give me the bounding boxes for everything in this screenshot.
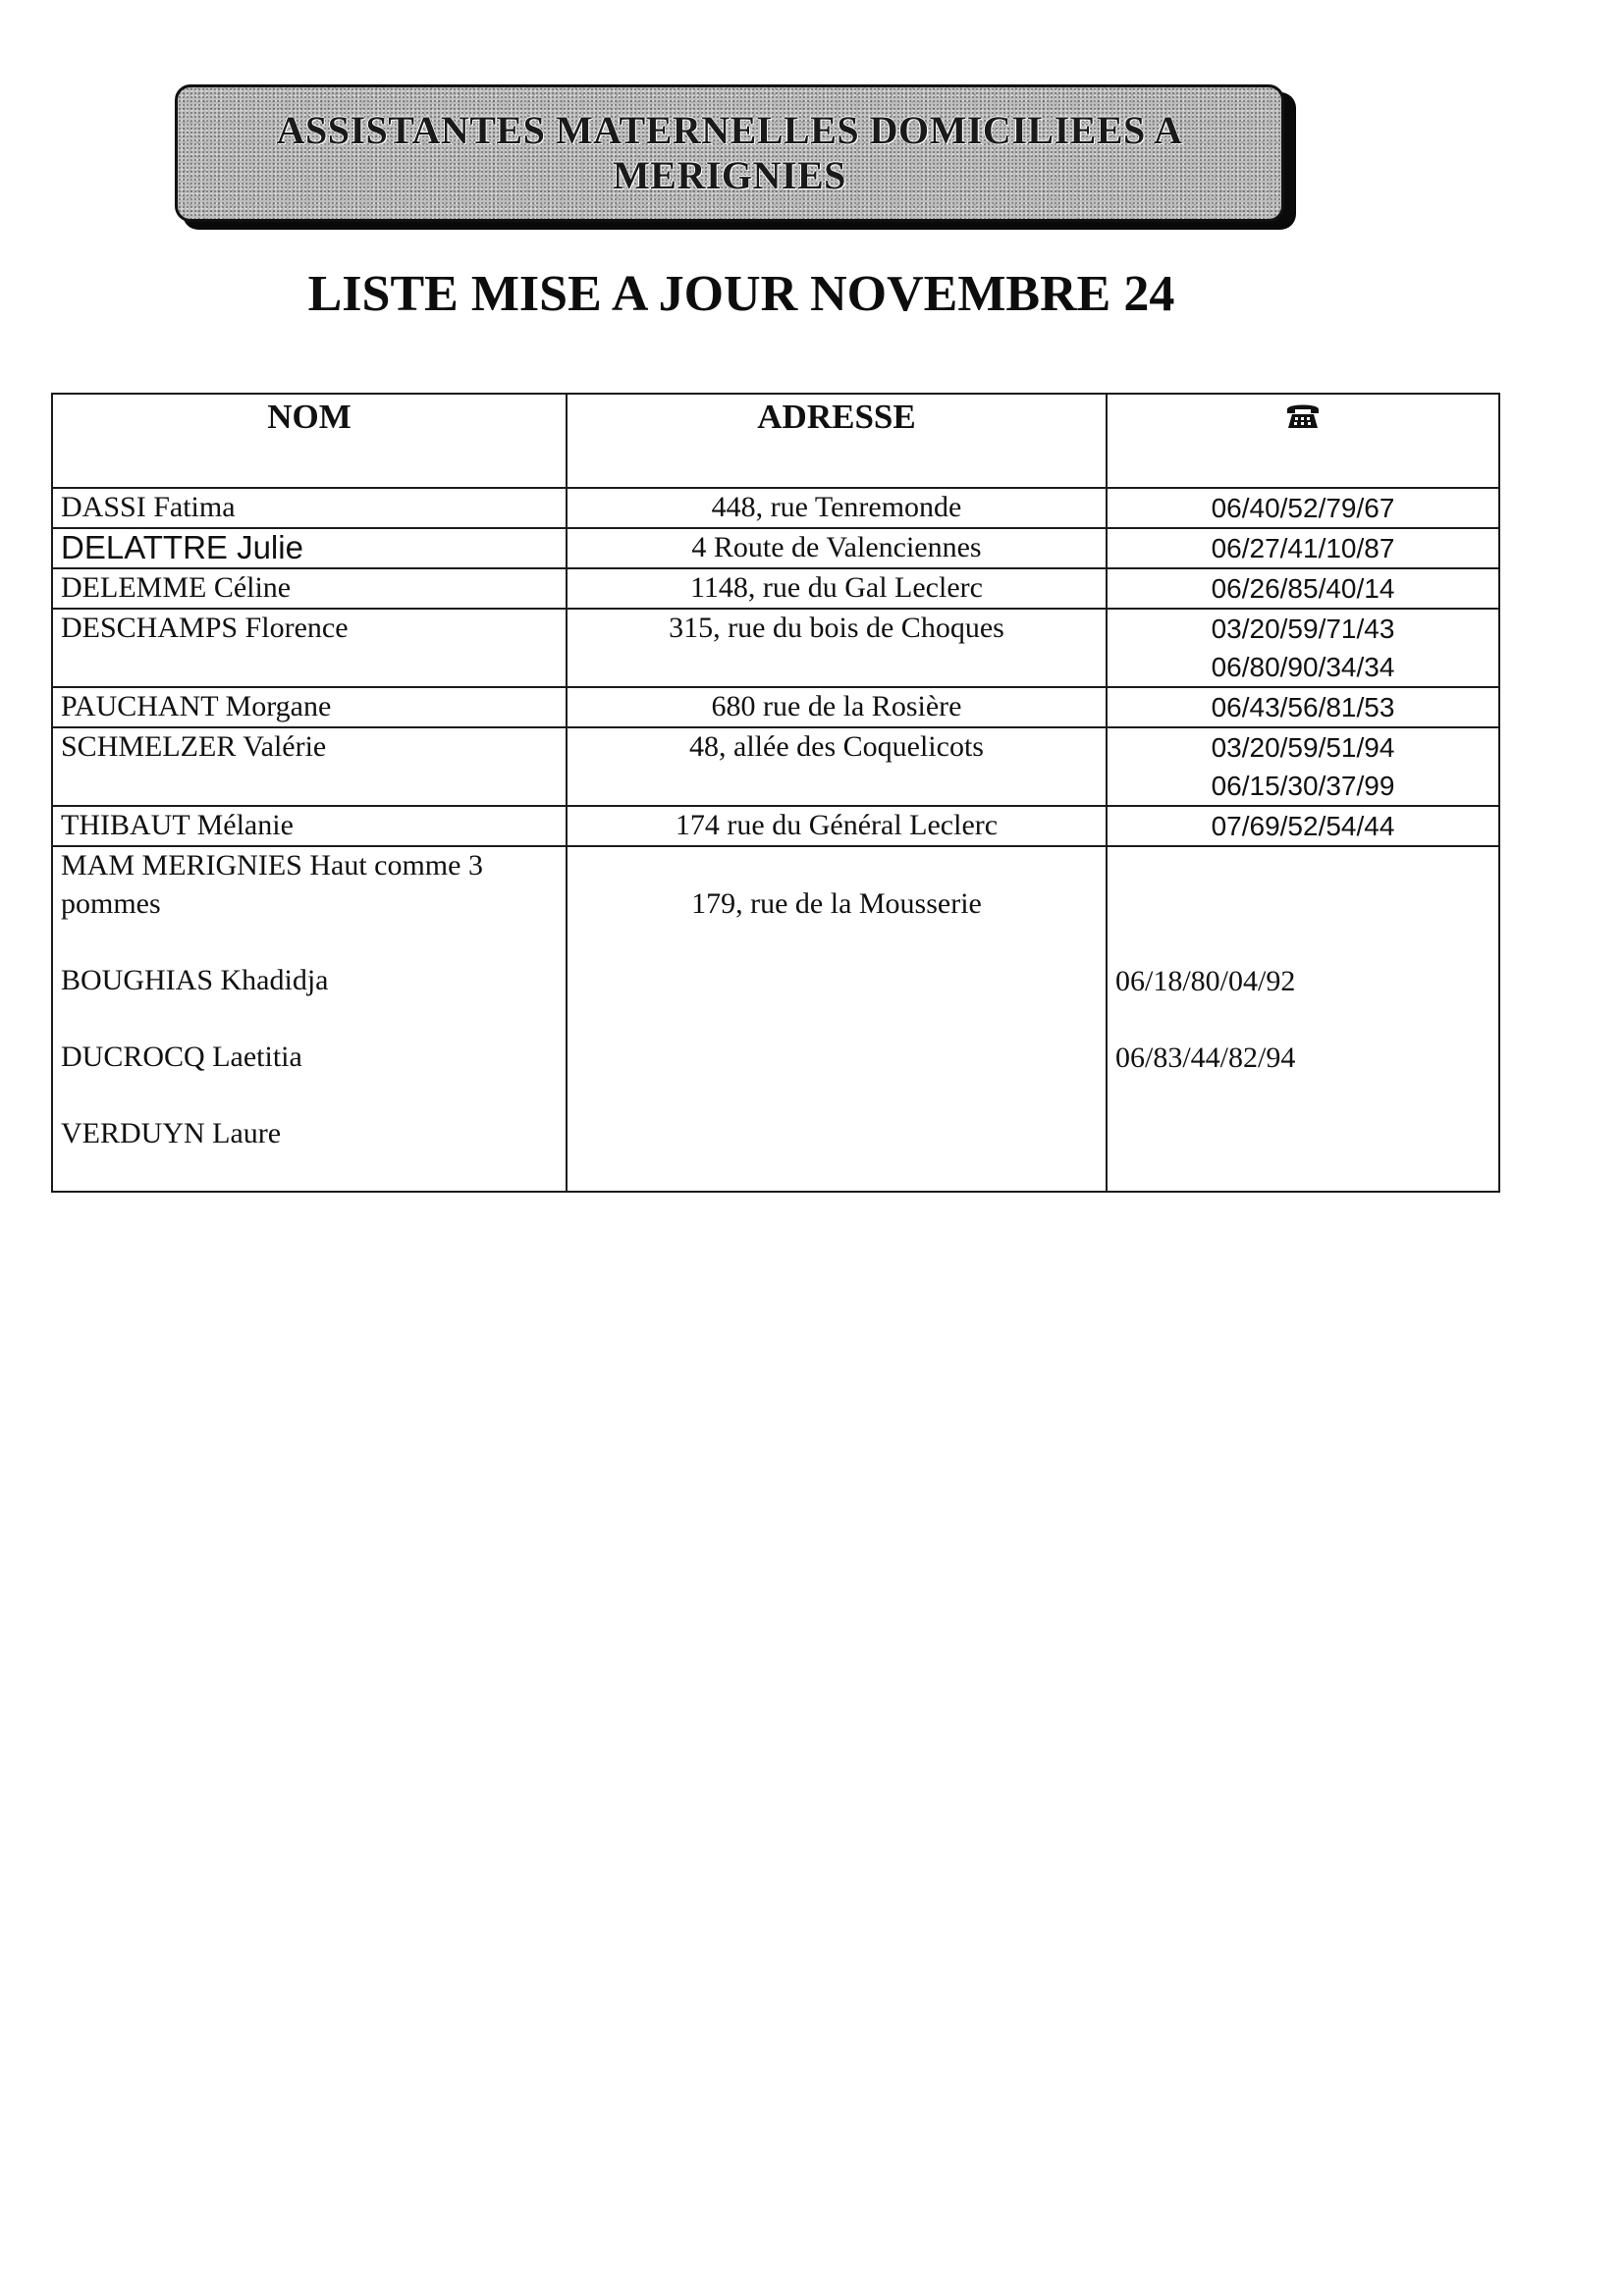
mam-row <box>52 846 1499 1192</box>
row-adresse: 315, rue du bois de Choques <box>567 609 1107 687</box>
assistants-table <box>51 393 1500 1193</box>
row-adresse: 448, rue Tenremonde <box>567 488 1107 528</box>
phone-number: 06/43/56/81/53 <box>1211 692 1395 722</box>
phone-number: 03/20/59/71/43 <box>1211 614 1395 644</box>
page-subtitle: LISTE MISE A JOUR NOVEMBRE 24 <box>307 266 1175 322</box>
table-row <box>52 687 1499 727</box>
row-tel <box>1107 488 1499 528</box>
table-row <box>52 488 1499 528</box>
phone-number: 06/15/30/37/99 <box>1211 771 1395 801</box>
mam-member-name: VERDUYN Laure <box>61 1117 282 1149</box>
mam-name-line1: MAM MERIGNIES Haut comme 3 <box>61 849 483 881</box>
mam-member-name: BOUGHIAS Khadidja <box>61 964 329 996</box>
header-adresse: ADRESSE <box>567 394 1107 488</box>
phone-number: 06/40/52/79/67 <box>1211 493 1395 523</box>
row-adresse: 680 rue de la Rosière <box>567 687 1107 727</box>
row-adresse: 4 Route de Valenciennes <box>567 528 1107 568</box>
phone-number: 06/26/85/40/14 <box>1211 573 1395 604</box>
phone-number: 03/20/59/51/94 <box>1211 732 1395 763</box>
row-tel <box>1107 568 1499 609</box>
table-row <box>52 568 1499 609</box>
table-row <box>52 609 1499 687</box>
mam-adresse: 179, rue de la Mousserie <box>691 887 982 920</box>
mam-tel-cell <box>1107 846 1499 1192</box>
header-telephone <box>1107 394 1499 488</box>
row-adresse: 48, allée des Coquelicots <box>567 727 1107 806</box>
phone-number: 06/27/41/10/87 <box>1211 533 1395 563</box>
telephone-icon <box>1284 400 1322 430</box>
row-nom: THIBAUT Mélanie <box>52 806 567 846</box>
row-tel <box>1107 727 1499 806</box>
mam-name-line2: pommes <box>61 887 161 920</box>
row-nom: DELATTRE Julie <box>52 528 567 568</box>
row-nom: SCHMELZER Valérie <box>52 727 567 806</box>
phone-number: 06/80/90/34/34 <box>1211 652 1395 682</box>
banner-title: ASSISTANTES MATERNELLES DOMICILIEES A MERIGNIES <box>276 108 1183 197</box>
table-header-row <box>52 394 1499 488</box>
row-nom: DESCHAMPS Florence <box>52 609 567 687</box>
row-tel <box>1107 806 1499 846</box>
row-adresse: 174 rue du Général Leclerc <box>567 806 1107 846</box>
table-row <box>52 727 1499 806</box>
table-row <box>52 528 1499 568</box>
mam-adresse-cell <box>567 846 1107 1192</box>
phone-number: 07/69/52/54/44 <box>1211 811 1395 841</box>
row-nom: PAUCHANT Morgane <box>52 687 567 727</box>
header-nom: NOM <box>52 394 567 488</box>
row-tel <box>1107 609 1499 687</box>
table-row <box>52 806 1499 846</box>
mam-member-phone: 06/83/44/82/94 <box>1115 1041 1296 1074</box>
row-nom: DELEMME Céline <box>52 568 567 609</box>
row-tel <box>1107 528 1499 568</box>
row-adresse: 1148, rue du Gal Leclerc <box>567 568 1107 609</box>
row-nom: DASSI Fatima <box>52 488 567 528</box>
header-banner <box>175 84 1284 222</box>
mam-member-name: DUCROCQ Laetitia <box>61 1041 302 1073</box>
row-tel <box>1107 687 1499 727</box>
mam-names <box>52 846 567 1192</box>
mam-member-phone: 06/18/80/04/92 <box>1115 965 1296 997</box>
